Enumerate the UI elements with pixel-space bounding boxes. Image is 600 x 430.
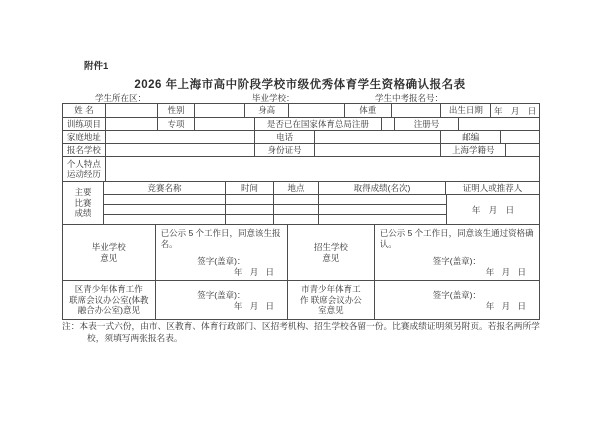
competition-referee-date-cell: 年 月 日 <box>446 195 539 224</box>
district-office-line2: 联席会议办公室(体教 <box>69 294 149 305</box>
graduate-school-opinion-cell <box>156 225 288 280</box>
competition-data-area <box>104 195 539 224</box>
competition-header-row <box>104 182 539 195</box>
table-row-competition <box>63 182 539 225</box>
district-office-line1: 区青少年体育工作 <box>74 284 143 295</box>
personal-traits-line2: 运动经历 <box>66 169 101 179</box>
page-title: 2026 年上海市高中阶段学校市级优秀体育学生资格确认报名表 <box>134 79 466 91</box>
competition-name-header: 竞赛名称 <box>104 182 226 194</box>
table-row-basic-3 <box>63 131 539 144</box>
competition-place-cell <box>274 205 319 214</box>
height-value <box>289 104 345 117</box>
postcode-value <box>501 131 539 143</box>
competition-name-cell <box>104 205 226 214</box>
graduate-sign-label: 签字(盖章)： <box>197 256 246 266</box>
training-item-value <box>106 118 158 130</box>
registration-no-label: 注册号 <box>395 118 460 130</box>
personal-traits-value <box>106 157 539 181</box>
id-no-value <box>315 144 441 156</box>
field-exam-no-label: 学生中考报名号： <box>375 93 444 103</box>
admission-school-opinion-label <box>288 225 375 280</box>
competition-data-rows <box>104 195 446 224</box>
competition-time-cell <box>226 195 274 204</box>
competition-place-cell <box>274 195 319 204</box>
competition-row-2 <box>104 205 446 215</box>
apply-school-value <box>106 144 255 156</box>
table-row-office-opinions <box>63 281 539 319</box>
competition-time-header: 时间 <box>226 182 274 194</box>
registration-no-value <box>459 118 539 130</box>
weight-label: 体重 <box>345 104 392 117</box>
footnote: 注：本表一式六份，由市、区教育、体育行政部门、区招考机构、招生学校各留一份。比赛成绩证明须另附页。若报名两所学校，须填写两张报名表。 <box>62 321 540 343</box>
table-row-personal <box>63 157 539 182</box>
city-office-line2: 作 联席会议办公 <box>299 294 362 305</box>
name-label: 姓 名 <box>63 104 106 117</box>
main-results-label <box>63 182 104 224</box>
district-office-opinion-cell <box>156 281 288 319</box>
city-office-date-label: 年 月 日 <box>485 301 526 311</box>
main-results-line3: 成绩 <box>74 208 92 219</box>
id-no-label: 身份证号 <box>255 144 315 156</box>
main-results-line2: 比赛 <box>74 197 92 208</box>
competition-result-cell <box>319 195 446 204</box>
admission-sign-label: 签字(盖章)： <box>432 256 481 266</box>
table-row-basic-1 <box>63 104 539 118</box>
main-results-line1: 主要 <box>74 187 92 198</box>
personal-traits-line1: 个人特点 <box>66 158 101 169</box>
competition-place-cell <box>274 215 319 224</box>
dob-value: 年 月 日 <box>494 105 537 116</box>
name-value <box>106 104 158 117</box>
competition-name-cell <box>104 215 226 224</box>
admission-opinion-line2: 意见 <box>322 252 340 263</box>
table-row-school-opinions <box>63 225 539 281</box>
district-office-date-label: 年 月 日 <box>233 301 275 311</box>
gender-label: 性别 <box>158 104 196 117</box>
personal-traits-label <box>63 157 106 181</box>
table-row-basic-4 <box>63 144 539 157</box>
admission-opinion-text: 已公示 5 个工作日，同意该生通过资格确认。 <box>379 228 534 249</box>
dob-label: 出生日期 <box>441 104 491 117</box>
competition-result-cell <box>319 215 446 224</box>
competition-row-1 <box>104 195 446 205</box>
home-address-label: 家庭地址 <box>63 131 106 143</box>
competition-referee-header: 证明人或推荐人 <box>462 182 523 193</box>
registration-form-table <box>62 103 540 320</box>
admission-date-label: 年 月 日 <box>485 267 526 277</box>
apply-school-label: 报名学校 <box>63 144 106 156</box>
district-office-opinion-label <box>63 281 156 319</box>
city-office-sign-label: 签字(盖章)： <box>432 290 481 300</box>
postcode-label: 邮编 <box>441 131 501 143</box>
graduate-opinion-line2: 意见 <box>100 252 118 263</box>
attachment-label: 附件1 <box>84 61 109 72</box>
competition-time-cell <box>226 205 274 214</box>
graduate-date-label: 年 月 日 <box>233 267 275 277</box>
city-office-opinion-cell <box>375 281 539 319</box>
competition-name-cell <box>104 195 226 204</box>
competition-place-header: 地点 <box>274 182 319 194</box>
gender-value <box>195 104 245 117</box>
competition-subtable <box>104 182 539 224</box>
admission-opinion-line1: 招生学校 <box>313 242 348 252</box>
graduate-opinion-line1: 毕业学校 <box>91 242 126 252</box>
field-graduate-school-label: 毕业学校： <box>252 93 295 103</box>
sport-bureau-registered-value <box>382 118 395 130</box>
competition-time-cell <box>226 215 274 224</box>
admission-school-opinion-cell <box>375 225 539 280</box>
competition-result-cell <box>319 205 446 214</box>
city-office-line1: 市青少年体育工 <box>301 284 361 295</box>
district-office-line3: 融合办公室)意见 <box>77 305 140 316</box>
home-address-value <box>106 131 255 143</box>
city-office-line3: 室意见 <box>318 305 344 316</box>
height-label: 身高 <box>245 104 289 117</box>
field-district-label: 学生所在区： <box>95 93 147 103</box>
table-row-basic-2 <box>63 118 539 131</box>
training-item-label: 训练项目 <box>63 118 106 130</box>
graduate-opinion-text: 已公示 5 个工作日，同意该生报名。 <box>160 228 281 249</box>
district-office-sign-label: 签字(盖章)： <box>197 290 246 300</box>
city-office-opinion-label <box>288 281 375 319</box>
weight-value <box>392 104 442 117</box>
competition-result-header: 取得成绩(名次) <box>319 182 446 194</box>
specialty-label: 专项 <box>158 118 196 130</box>
shanghai-student-no-label: 上海学籍号 <box>441 144 506 156</box>
shanghai-student-no-value <box>506 144 539 156</box>
sport-bureau-registered-label: 是否已在国家体育总局注册 <box>255 118 381 130</box>
phone-value <box>315 131 441 143</box>
phone-label: 电话 <box>255 131 315 143</box>
specialty-value <box>195 118 255 130</box>
competition-row-3 <box>104 215 446 224</box>
graduate-school-opinion-label <box>63 225 156 280</box>
